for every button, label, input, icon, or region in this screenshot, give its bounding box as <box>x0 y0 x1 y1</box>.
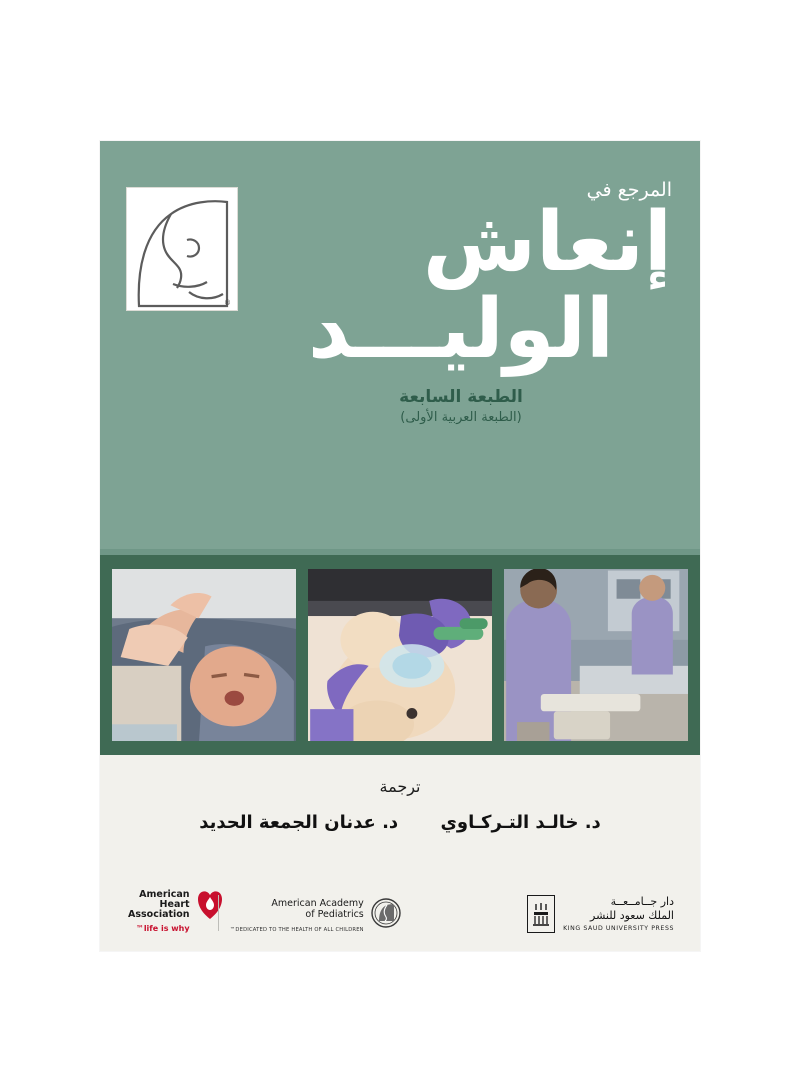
translator-1: د. خالـد التـركـاوي <box>440 812 601 833</box>
ksu-line-2: الملك سعود للنشر <box>590 909 674 923</box>
cover-top-panel <box>100 141 700 555</box>
ksu-wordmark <box>563 895 674 932</box>
photo-newborn-skin-to-skin <box>112 569 296 741</box>
aha-line-1: American <box>139 888 190 900</box>
aha-tagline: life is why™ <box>135 923 190 933</box>
cover-edition-block <box>250 387 672 425</box>
aap-line-1: American Academy <box>271 898 364 909</box>
edition-line-2: (الطبعة العربية الأولى) <box>400 410 522 426</box>
translator-2: د. عدنان الجمعة الحديد <box>199 812 399 833</box>
ksu-line-1: دار جــامــعــة <box>610 895 674 909</box>
aap-tagline: DEDICATED TO THE HEALTH OF ALL CHILDREN™ <box>230 927 364 933</box>
king-saud-university-press-logo <box>527 895 674 933</box>
logo-divider <box>218 895 219 931</box>
american-academy-of-pediatrics-logo <box>230 898 401 933</box>
ksu-emblem-icon <box>527 895 555 933</box>
book-cover <box>100 141 700 951</box>
ksu-line-3: KING SAUD UNIVERSITY PRESS <box>563 924 674 932</box>
edition-line-1: الطبعة السابعة <box>399 387 523 408</box>
american-heart-association-logo <box>128 890 222 933</box>
aap-infant-profile-icon <box>126 187 238 311</box>
cover-title-block <box>250 179 672 425</box>
cover-photo-band <box>100 555 700 755</box>
aap-seal-icon <box>371 898 401 930</box>
registered-mark: ® <box>224 299 231 307</box>
aha-wordmark <box>128 890 190 933</box>
cover-title-line-2: الوليـــد <box>307 282 615 378</box>
translation-label: ترجمة <box>379 777 421 796</box>
aap-line-2: of Pediatrics <box>305 909 364 920</box>
aha-line-2: Heart <box>159 898 190 910</box>
aha-line-3: Association <box>128 908 190 920</box>
aap-wordmark <box>230 898 364 933</box>
cover-credits-block <box>100 755 700 951</box>
publisher-logo-row <box>100 879 700 933</box>
translators-row <box>100 812 700 833</box>
photo-mask-ventilation-manikin <box>308 569 492 741</box>
photo-row <box>112 569 688 741</box>
cover-kicker: المرجع في <box>586 179 672 201</box>
photo-clinician-at-warmer <box>504 569 688 741</box>
cover-title-line-1: إنعاش <box>422 195 672 290</box>
